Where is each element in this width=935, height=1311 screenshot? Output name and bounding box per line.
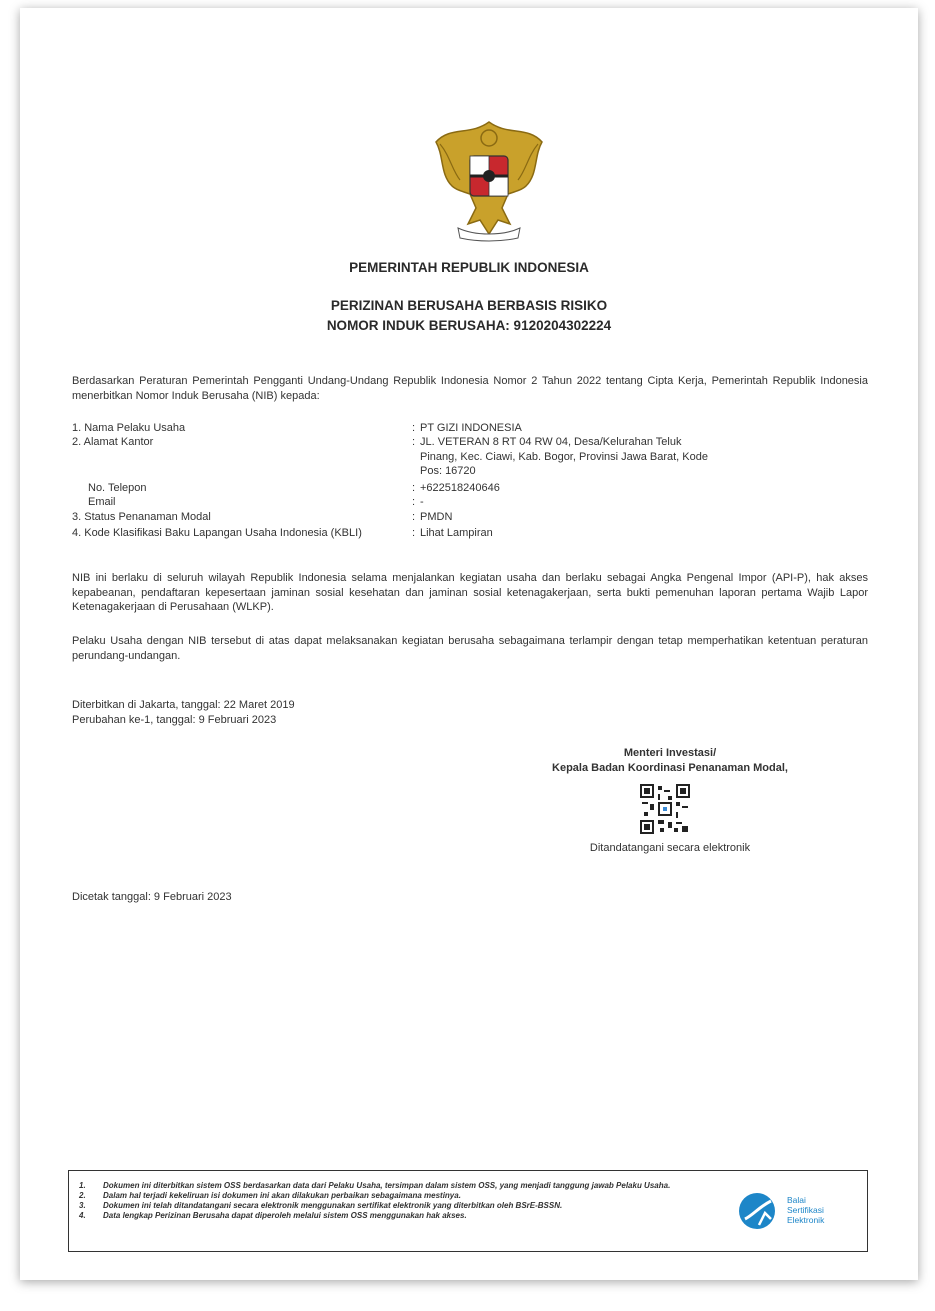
printed-date: Dicetak tanggal: 9 Februari 2023 (72, 891, 232, 903)
field-colon: : (412, 422, 416, 434)
footer-note (79, 1201, 719, 1211)
nib-number: NOMOR INDUK BERUSAHA: 9120204302224 (326, 318, 612, 333)
field-value: JL. VETERAN 8 RT 04 RW 04, Desa/Kelurahan Teluk Pinang, Kec. Ciawi, Kab. Bogor, Provinsi Jawa Barat, Kode Pos: 16720 (420, 436, 708, 477)
field-colon: : (412, 527, 416, 539)
activity-paragraph: Pelaku Usaha dengan NIB tersebut di atas dapat melaksanakan kegiatan berusaha sebagaimana terlampir dengan tetap memperhatikan ketentuan peraturan perundang-undangan. (72, 635, 868, 662)
amendment-date: Perubahan ke-1, tanggal: 9 Februari 2023 (72, 714, 277, 726)
field-value: PMDN (420, 511, 453, 523)
signer-title-line1: Menteri Investasi/ (623, 747, 717, 759)
document-page (20, 8, 918, 1280)
footer-note-number: 3. (79, 1201, 86, 1210)
field-label: 1. Nama Pelaku Usaha (72, 422, 186, 434)
field-label: No. Telepon (88, 482, 147, 494)
field-value: - (420, 496, 424, 508)
electronic-signature-note: Ditandatangani secara elektronik (589, 842, 751, 854)
bsre-logo-line: Sertifikasi (787, 1205, 824, 1215)
field-label: Email (88, 496, 116, 508)
field-colon: : (412, 436, 416, 448)
garuda-pancasila-emblem (430, 116, 548, 244)
bsre-logo (737, 1189, 857, 1233)
field-label: 3. Status Penanaman Modal (72, 511, 211, 523)
signature-block (460, 746, 880, 776)
footer-note-number: 2. (79, 1191, 86, 1200)
field-label: 2. Alamat Kantor (72, 436, 154, 448)
intro-paragraph: Berdasarkan Peraturan Pemerintah Pengganti Undang-Undang Republik Indonesia Nomor 2 Tahun 2022 tentang Cipta Kerja, Pemerintah Republik Indonesia menerbitkan Nomor Induk Berusaha (NIB) kepada: (72, 375, 868, 402)
footer-note-number: 1. (79, 1181, 86, 1190)
footer-note-text: Dokumen ini telah ditandatangani secara elektronik menggunakan sertifikat elektronik yang diterbitkan oleh BSrE-BSSN. (103, 1201, 563, 1210)
footer-note (79, 1191, 719, 1201)
qr-code-icon (640, 784, 690, 834)
bsre-logo-line: Elektronik (787, 1215, 825, 1225)
footer-note-number: 4. (79, 1211, 86, 1220)
government-heading: PEMERINTAH REPUBLIK INDONESIA (349, 260, 589, 275)
bsre-logo-icon (737, 1189, 781, 1233)
footer-note (79, 1211, 719, 1221)
validity-paragraph: NIB ini berlaku di seluruh wilayah Republik Indonesia selama menjalankan kegiatan usaha dan berlaku sebagai Angka Pengenal Impor (API-P), hak akses kepabeanan, pendaftaran kepesertaan jaminan sosial kesehatan dan jaminan sosial ketenagakerjaan, serta bukti pemenuhan laporan pertama Wajib Lapor Ketenagakerjaan di Perusahaan (WLKP). (72, 572, 868, 613)
footer-note (79, 1181, 719, 1191)
field-value: Lihat Lampiran (420, 527, 493, 539)
footer-note-text: Dokumen ini diterbitkan sistem OSS berdasarkan data dari Pelaku Usaha, tersimpan dalam sistem OSS, yang menjadi tanggung jawab Pelaku Usaha. (103, 1181, 671, 1190)
footer-note-text: Dalam hal terjadi kekeliruan isi dokumen ini akan dilakukan perbaikan sebagaimana mestinya. (103, 1191, 461, 1200)
bsre-logo-line: Balai (787, 1195, 806, 1205)
field-colon: : (412, 511, 416, 523)
field-colon: : (412, 482, 416, 494)
bsre-logo-text (787, 1195, 824, 1225)
issued-date: Diterbitkan di Jakarta, tanggal: 22 Maret 2019 (72, 699, 295, 711)
field-value: PT GIZI INDONESIA (420, 422, 522, 434)
footer-notes-box (68, 1170, 868, 1252)
document-title: PERIZINAN BERUSAHA BERBASIS RISIKO (330, 298, 608, 313)
field-label: 4. Kode Klasifikasi Baku Lapangan Usaha Indonesia (KBLI) (72, 527, 362, 539)
field-colon: : (412, 496, 416, 508)
footer-notes-list (79, 1181, 719, 1221)
signer-title-line2: Kepala Badan Koordinasi Penanaman Modal, (552, 762, 788, 774)
footer-note-text: Data lengkap Perizinan Berusaha dapat diperoleh melalui sistem OSS menggunakan hak akses. (103, 1211, 467, 1220)
field-value: +622518240646 (420, 482, 500, 494)
